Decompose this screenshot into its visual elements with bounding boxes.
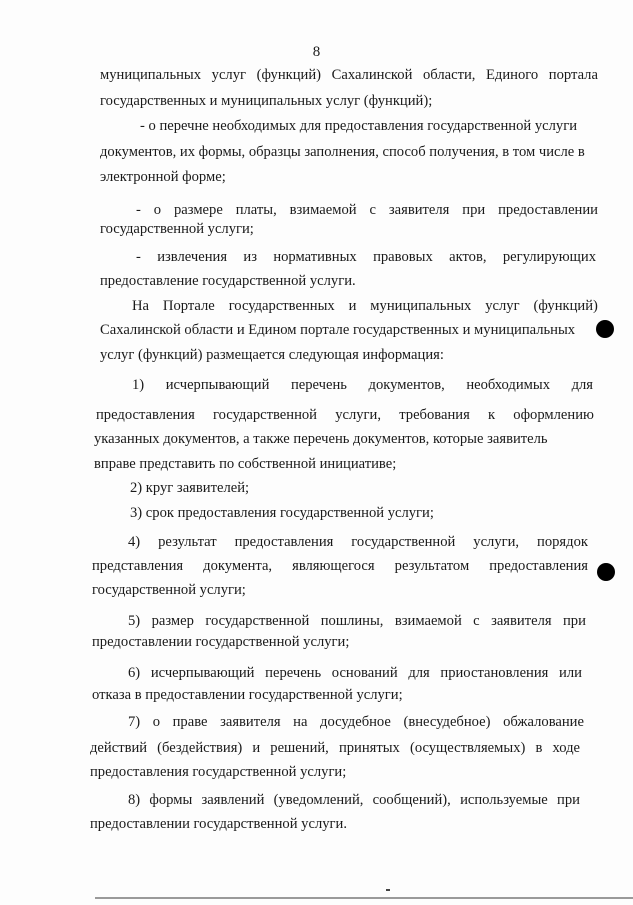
punch-hole-mark (597, 563, 615, 581)
word: при (557, 792, 580, 808)
word: (уведомлений, (273, 792, 364, 808)
word: порядок (537, 534, 588, 550)
word: извлечения (157, 249, 228, 265)
word: правовых (373, 249, 433, 265)
word: в (535, 740, 543, 756)
scan-mark (386, 889, 390, 891)
word: о (152, 714, 161, 730)
word: услуг (485, 298, 520, 314)
text-line (96, 406, 594, 424)
word: (внесудебное) (403, 714, 491, 730)
word: оснований (331, 665, 398, 681)
word: предоставления (96, 407, 195, 423)
text-line: документов, их формы, образцы заполнения, способ получения, в том числе в (100, 144, 585, 160)
word: портала (548, 67, 598, 83)
text-line: государственных и муниципальных услуг (функций); (100, 93, 433, 109)
word: формы (149, 792, 193, 808)
text-line: предоставлении государственной услуги. (90, 816, 347, 832)
word: требования (399, 407, 470, 423)
word: оформлению (513, 407, 594, 423)
text-line: предоставлении государственной услуги; (92, 634, 350, 650)
word: (функций) (533, 298, 598, 314)
word: 5) (128, 613, 141, 629)
text-line (136, 248, 596, 266)
word: (бездействия) (157, 740, 243, 756)
word: размере (173, 202, 223, 218)
word: (функций) (256, 67, 322, 83)
word: государственной (212, 407, 317, 423)
punch-hole-mark (596, 320, 614, 338)
word: заявителя (220, 714, 281, 730)
word: исчерпывающий (150, 665, 255, 681)
word: при (462, 202, 486, 218)
word: представления (92, 558, 184, 574)
text-line (100, 66, 598, 84)
text-line: Сахалинской области и Едином портале государственных и муниципальных (100, 322, 576, 338)
word: являющегося (292, 558, 375, 574)
word: с (473, 613, 480, 629)
word: государственной (205, 613, 310, 629)
word: Сахалинской (331, 67, 413, 83)
text-line: 2) круг заявителей; (130, 480, 250, 496)
word: услуги, (473, 534, 520, 550)
word: предоставления (489, 558, 588, 574)
word: Единого (486, 67, 539, 83)
text-line: государственной услуги; (100, 221, 254, 237)
word: принятых (338, 740, 400, 756)
text-line: вправе представить по собственной инициативе; (94, 456, 397, 472)
word: 4) (128, 534, 141, 550)
word: взимаемой (289, 202, 357, 218)
word: действий (90, 740, 148, 756)
text-line: предоставления государственной услуги; (90, 764, 347, 780)
word: к (487, 407, 496, 423)
word: 8) (128, 792, 141, 808)
word: области, (422, 67, 476, 83)
word: взимаемой (394, 613, 462, 629)
text-line (92, 557, 588, 575)
word: обжалование (503, 714, 584, 730)
text-line: государственной услуги; (92, 582, 246, 598)
word: услуги, (335, 407, 382, 423)
text-line (128, 533, 588, 551)
text-line: отказа в предоставлении государственной услуги; (92, 687, 403, 703)
word: и (348, 298, 357, 314)
word: ходе (552, 740, 580, 756)
text-line: электронной форме; (100, 169, 226, 185)
word: и (252, 740, 261, 756)
bottom-edge-line (95, 897, 633, 899)
word: 1) (132, 377, 145, 393)
word: или (559, 665, 582, 681)
word: при (562, 613, 586, 629)
word: с (369, 202, 376, 218)
word: Портале (162, 298, 215, 314)
word: государственных (228, 298, 335, 314)
word: праве (172, 714, 208, 730)
text-line: - о перечне необходимых для предоставления государственной услуги (140, 118, 578, 134)
word: перечень (265, 665, 322, 681)
word: сообщений), (372, 792, 451, 808)
text-line: услуг (функций) размещается следующая информация: (100, 347, 444, 363)
text-line (128, 612, 586, 630)
word: предоставления (234, 534, 334, 550)
word: регулирующих (502, 249, 596, 265)
word: для (408, 665, 430, 681)
word: 6) (128, 665, 141, 681)
word: необходимых (466, 377, 550, 393)
word: перечень (290, 377, 347, 393)
text-line (132, 297, 598, 315)
text-line: предоставление государственной услуги. (100, 273, 356, 289)
word: На (132, 298, 150, 314)
word: (осуществляемых) (409, 740, 526, 756)
word: 7) (128, 714, 141, 730)
text-line (90, 739, 580, 757)
text-line (128, 713, 584, 731)
word: результатом (394, 558, 470, 574)
word: из (243, 249, 257, 265)
word: документа, (203, 558, 273, 574)
word: решений, (270, 740, 329, 756)
word: предоставлении (498, 202, 598, 218)
word: платы, (235, 202, 277, 218)
word: государственной (351, 534, 456, 550)
word: муниципальных (100, 67, 202, 83)
word: услуг (211, 67, 246, 83)
word: приостановления (440, 665, 549, 681)
word: - (136, 202, 141, 218)
word: заявителя (388, 202, 450, 218)
text-line: 3) срок предоставления государственной услуги; (130, 505, 434, 521)
word: о (153, 202, 162, 218)
word: досудебное (320, 714, 391, 730)
text-line (128, 791, 580, 809)
word: исчерпывающий (165, 377, 270, 393)
word: документов, (368, 377, 445, 393)
word: муниципальных (370, 298, 472, 314)
text-line (128, 664, 582, 682)
word: для (571, 377, 593, 393)
word: размер (151, 613, 194, 629)
text-line (132, 376, 593, 394)
word: заявителя (491, 613, 552, 629)
text-line (136, 201, 598, 219)
word: актов, (449, 249, 487, 265)
page-number: 8 (312, 44, 321, 60)
text-line: указанных документов, а также перечень документов, которые заявитель (94, 431, 548, 447)
word: пошлины, (320, 613, 384, 629)
word: нормативных (273, 249, 357, 265)
word: результат (158, 534, 217, 550)
word: используемые (460, 792, 548, 808)
word: на (293, 714, 308, 730)
word: заявлений (201, 792, 265, 808)
word: - (136, 249, 141, 265)
